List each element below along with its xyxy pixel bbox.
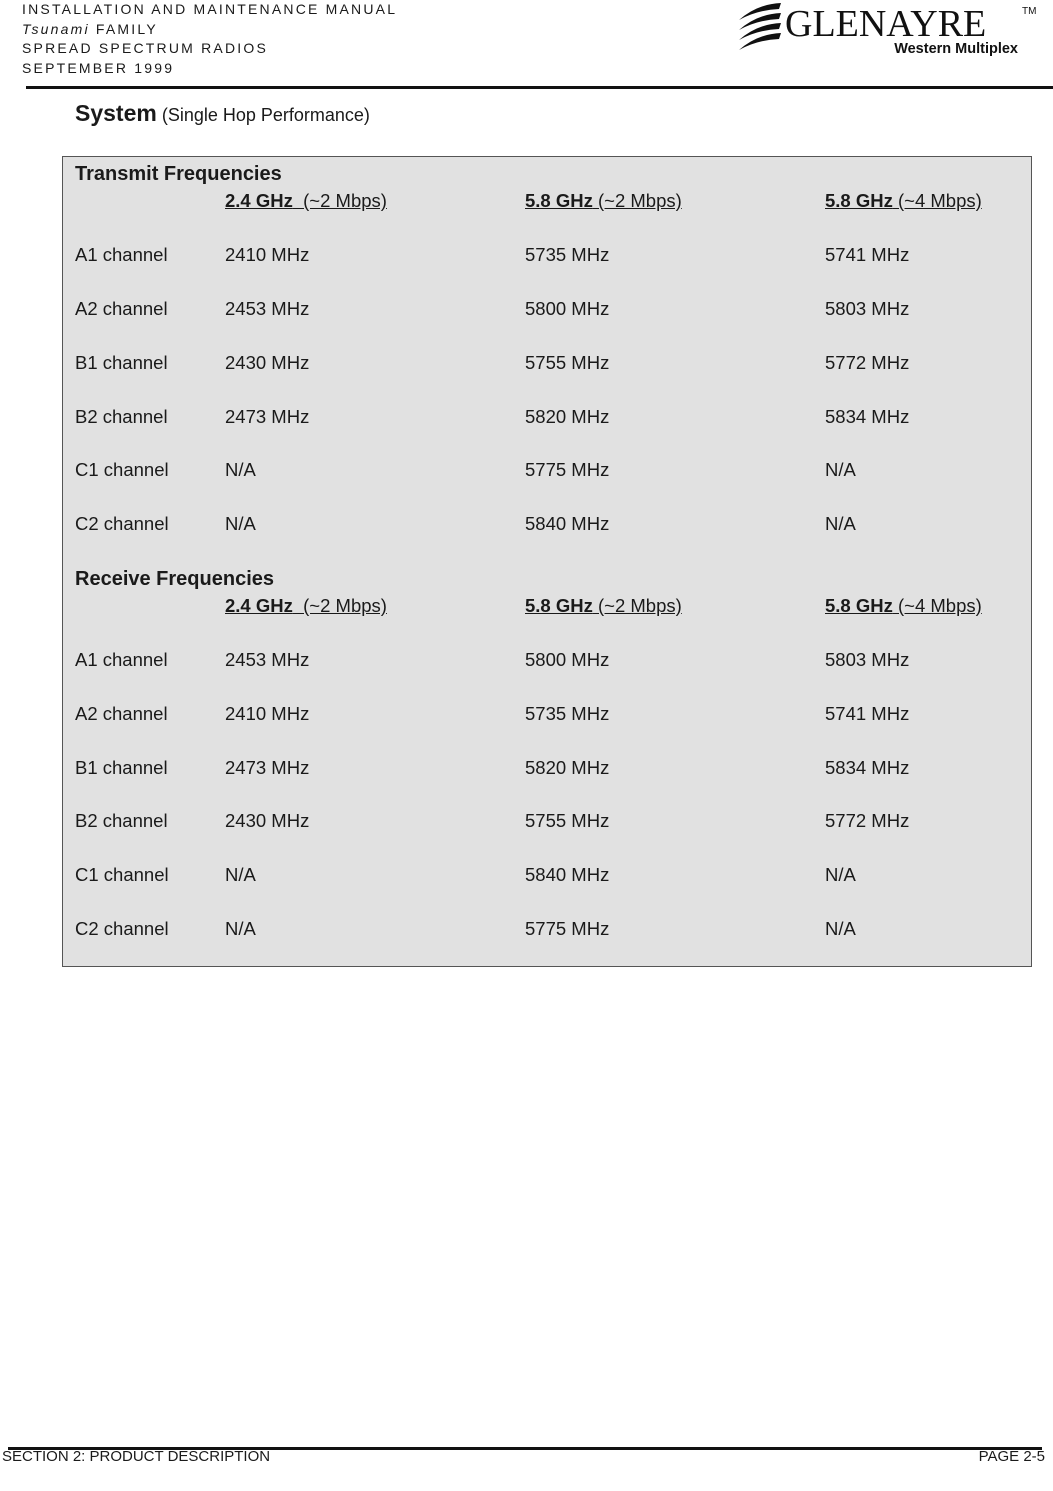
freq-value: 2473 MHz	[225, 406, 310, 427]
glenayre-logo	[735, 0, 1035, 60]
channel-label: A2 channel	[75, 703, 168, 724]
section-title: System (Single Hop Performance)	[75, 100, 370, 126]
freq-value: 2410 MHz	[225, 703, 310, 724]
freq-value: 5741 MHz	[825, 703, 910, 724]
freq-value: 2430 MHz	[225, 352, 310, 373]
channel-label: C1 channel	[75, 459, 169, 480]
manual-title: INSTALLATION AND MAINTENANCE MANUAL	[22, 1, 398, 17]
footer-section: SECTION 2: PRODUCT DESCRIPTION	[2, 1448, 271, 1465]
channel-label: A1 channel	[75, 244, 168, 265]
column-header-5-8ghz-4mbps: 5.8 GHz (~4 Mbps)	[825, 595, 982, 616]
channel-label: C2 channel	[75, 918, 169, 939]
freq-value: 5755 MHz	[525, 352, 610, 373]
freq-value: 2410 MHz	[225, 244, 310, 265]
freq-value: 2430 MHz	[225, 810, 310, 831]
freq-value: 5840 MHz	[525, 864, 610, 885]
freq-value: 2473 MHz	[225, 757, 310, 778]
logo-brand: GLENAYRE	[785, 3, 987, 45]
transmit-frequencies-heading: Transmit Frequencies	[75, 163, 282, 185]
column-header-5-8ghz-2mbps: 5.8 GHz (~2 Mbps)	[525, 190, 682, 211]
freq-value: 2453 MHz	[225, 298, 310, 319]
freq-value: 2453 MHz	[225, 649, 310, 670]
freq-value: 5800 MHz	[525, 649, 610, 670]
document-header	[22, 0, 397, 78]
freq-value: N/A	[825, 918, 856, 939]
freq-value: 5800 MHz	[525, 298, 610, 319]
freq-value: N/A	[225, 513, 256, 534]
channel-label: C2 channel	[75, 513, 169, 534]
channel-label: C1 channel	[75, 864, 169, 885]
freq-value: 5820 MHz	[525, 406, 610, 427]
receive-frequencies-heading: Receive Frequencies	[75, 568, 274, 590]
frequency-table-panel	[62, 156, 1032, 967]
freq-value: 5735 MHz	[525, 244, 610, 265]
column-header-2-4ghz: 2.4 GHz (~2 Mbps)	[225, 595, 387, 616]
column-header-2-4ghz: 2.4 GHz (~2 Mbps)	[225, 190, 387, 211]
freq-value: N/A	[825, 459, 856, 480]
footer-page-number: PAGE 2-5	[978, 1448, 1045, 1465]
channel-label: B2 channel	[75, 810, 168, 831]
channel-label: B1 channel	[75, 352, 168, 373]
freq-value: N/A	[225, 864, 256, 885]
freq-value: 5755 MHz	[525, 810, 610, 831]
freq-value: 5834 MHz	[825, 406, 910, 427]
product-name: Tsunami	[22, 20, 90, 37]
logo-trademark: TM	[1022, 6, 1037, 17]
channel-label: B2 channel	[75, 406, 168, 427]
freq-value: 5834 MHz	[825, 757, 910, 778]
column-header-5-8ghz-4mbps: 5.8 GHz (~4 Mbps)	[825, 190, 982, 211]
logo-subtitle: Western Multiplex	[894, 41, 1018, 57]
freq-value: 5820 MHz	[525, 757, 610, 778]
freq-value: 5772 MHz	[825, 352, 910, 373]
freq-value: 5775 MHz	[525, 918, 610, 939]
freq-value: 5741 MHz	[825, 244, 910, 265]
column-header-5-8ghz-2mbps: 5.8 GHz (~2 Mbps)	[525, 595, 682, 616]
freq-value: 5803 MHz	[825, 649, 910, 670]
channel-label: B1 channel	[75, 757, 168, 778]
product-family: Tsunami FAMILY	[22, 20, 158, 37]
freq-value: 5775 MHz	[525, 459, 610, 480]
publication-date: SEPTEMBER 1999	[22, 59, 175, 76]
channel-label: A1 channel	[75, 649, 168, 670]
freq-value: N/A	[825, 513, 856, 534]
freq-value: 5840 MHz	[525, 513, 610, 534]
freq-value: N/A	[825, 864, 856, 885]
freq-value: 5772 MHz	[825, 810, 910, 831]
header-rule	[26, 86, 1053, 89]
freq-value: 5735 MHz	[525, 703, 610, 724]
logo-swoosh-icon	[739, 3, 781, 50]
channel-label: A2 channel	[75, 298, 168, 319]
freq-value: N/A	[225, 459, 256, 480]
freq-value: N/A	[225, 918, 256, 939]
product-type: SPREAD SPECTRUM RADIOS	[22, 40, 268, 56]
freq-value: 5803 MHz	[825, 298, 910, 319]
